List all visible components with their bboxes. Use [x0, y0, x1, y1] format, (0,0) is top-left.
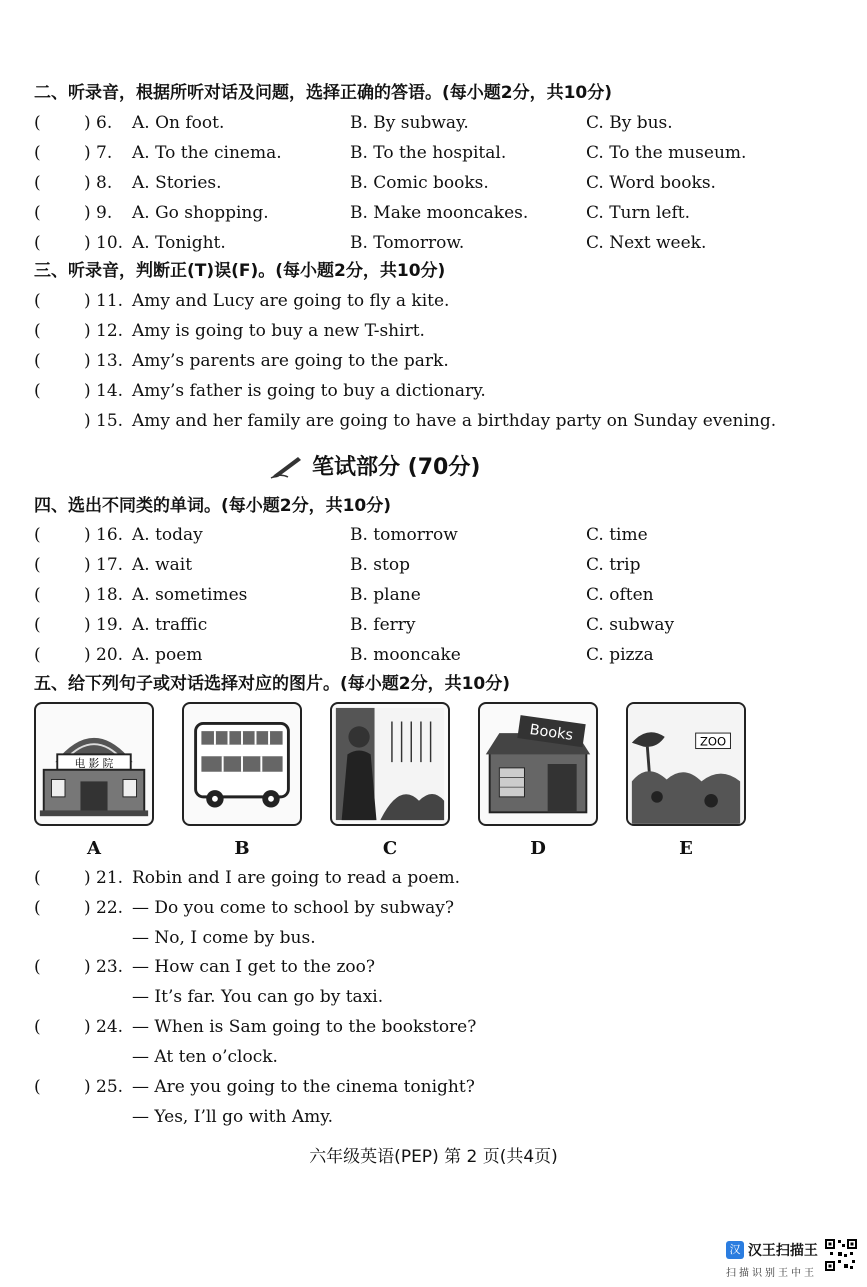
- page-footer: 六年级英语(PEP) 第 2 页(共4页): [309, 1147, 558, 1167]
- scanner-watermark: [726, 1240, 818, 1279]
- statement-text: Amy is going to buy a new T-shirt.: [132, 321, 425, 341]
- question-number: ) 20.: [84, 645, 124, 665]
- question-number: ) 12.: [84, 321, 124, 341]
- written-part-label: 笔试部分 (70分): [312, 455, 481, 480]
- question-number: ) 9.: [84, 203, 113, 223]
- section-3-title: 三、听录音，判断正(T)误(F)。(每小题2分，共10分): [34, 261, 446, 281]
- answer-paren-open: (: [34, 381, 41, 401]
- option-a: A. To the cinema.: [132, 143, 282, 163]
- pen-icon: [270, 453, 304, 479]
- option-c: C. trip: [586, 555, 641, 575]
- question-number: ) 17.: [84, 555, 124, 575]
- option-c: C. By bus.: [586, 113, 673, 133]
- answer-paren-open: (: [34, 203, 41, 223]
- option-c: C. Word books.: [586, 173, 716, 193]
- question-number: ) 22.: [84, 898, 124, 918]
- picture-c-poem: [330, 702, 450, 826]
- option-c: C. pizza: [586, 645, 654, 665]
- statement-text: Amy’s father is going to buy a dictionary.: [132, 381, 486, 401]
- picture-d-label: D: [530, 838, 546, 859]
- answer-paren-open: (: [34, 113, 41, 133]
- dialog-line-1: — Do you come to school by subway?: [132, 898, 455, 918]
- option-a: A. On foot.: [132, 113, 225, 133]
- dialog-line-2: — No, I come by bus.: [132, 928, 316, 948]
- option-b: B. tomorrow: [350, 525, 458, 545]
- question-number: ) 10.: [84, 233, 124, 253]
- question-number: ) 24.: [84, 1017, 124, 1037]
- picture-a-cinema: [34, 702, 154, 826]
- option-b: B. plane: [350, 585, 421, 605]
- question-number: ) 11.: [84, 291, 124, 311]
- question-number: ) 16.: [84, 525, 124, 545]
- dialog-line-1: — When is Sam going to the bookstore?: [132, 1017, 477, 1037]
- zoo-sign: ZOO: [699, 734, 727, 749]
- option-a: A. today: [132, 525, 203, 545]
- option-a: A. Go shopping.: [132, 203, 269, 223]
- answer-paren-open: (: [34, 957, 41, 977]
- answer-paren-open: (: [34, 645, 41, 665]
- section-2-title: 二、听录音，根据所听对话及问题，选择正确的答语。(每小题2分，共10分): [34, 83, 613, 103]
- option-a: A. traffic: [132, 615, 208, 635]
- answer-paren-open: (: [34, 555, 41, 575]
- answer-paren-open: (: [34, 291, 41, 311]
- question-number: ) 25.: [84, 1077, 124, 1097]
- option-b: B. Comic books.: [350, 173, 489, 193]
- picture-b-bus: [182, 702, 302, 826]
- dialog-line-1: — Are you going to the cinema tonight?: [132, 1077, 475, 1097]
- dialog-line-2: — Yes, I’ll go with Amy.: [132, 1107, 333, 1127]
- option-c: C. Next week.: [586, 233, 707, 253]
- picture-b-label: B: [234, 838, 250, 859]
- answer-paren-open: (: [34, 173, 41, 193]
- option-b: B. Tomorrow.: [350, 233, 465, 253]
- option-b: B. By subway.: [350, 113, 469, 133]
- question-number: ) 14.: [84, 381, 124, 401]
- option-a: A. Tonight.: [132, 233, 226, 253]
- picture-d-bookstore: [478, 702, 598, 826]
- section-5-title: 五、给下列句子或对话选择对应的图片。(每小题2分，共10分): [34, 674, 511, 694]
- dialog-line-2: — It’s far. You can go by taxi.: [132, 987, 384, 1007]
- question-number: ) 6.: [84, 113, 113, 133]
- picture-e-zoo: [626, 702, 746, 826]
- picture-a-label: A: [87, 838, 101, 859]
- answer-paren-open: (: [34, 351, 41, 371]
- dialog-line-2: — At ten o’clock.: [132, 1047, 278, 1067]
- answer-paren-open: (: [34, 525, 41, 545]
- scanner-name: 汉王扫描王: [747, 1243, 818, 1259]
- question-number: ) 18.: [84, 585, 124, 605]
- answer-paren-open: (: [34, 615, 41, 635]
- question-number: ) 8.: [84, 173, 113, 193]
- answer-paren-open: (: [34, 1017, 41, 1037]
- option-b: B. Make mooncakes.: [350, 203, 529, 223]
- answer-paren-open: (: [34, 898, 41, 918]
- option-a: A. Stories.: [132, 173, 222, 193]
- question-number: ) 13.: [84, 351, 124, 371]
- option-c: C. subway: [586, 615, 675, 635]
- answer-paren-open: (: [34, 143, 41, 163]
- option-c: C. time: [586, 525, 648, 545]
- question-number: ) 7.: [84, 143, 113, 163]
- option-b: B. stop: [350, 555, 410, 575]
- answer-paren-open: (: [34, 233, 41, 253]
- option-b: B. mooncake: [350, 645, 461, 665]
- answer-paren-open: (: [34, 868, 41, 888]
- bookstore-sign: Books: [528, 721, 575, 744]
- dialog-line-1: — How can I get to the zoo?: [132, 957, 375, 977]
- option-b: B. To the hospital.: [350, 143, 507, 163]
- question-number: ) 19.: [84, 615, 124, 635]
- option-c: C. Turn left.: [586, 203, 691, 223]
- section-4-title: 四、选出不同类的单词。(每小题2分，共10分): [34, 496, 392, 516]
- option-a: A. wait: [132, 555, 193, 575]
- scanner-logo-icon: 汉: [726, 1241, 744, 1259]
- question-number: ) 15.: [84, 411, 124, 431]
- picture-e-label: E: [679, 838, 693, 859]
- statement-text: Amy and Lucy are going to fly a kite.: [132, 291, 450, 311]
- question-number: ) 23.: [84, 957, 124, 977]
- option-c: C. To the museum.: [586, 143, 747, 163]
- picture-options: [34, 702, 754, 862]
- dialog-line-1: Robin and I are going to read a poem.: [132, 868, 461, 888]
- option-c: C. often: [586, 585, 654, 605]
- statement-text: Amy’s parents are going to the park.: [132, 351, 449, 371]
- cinema-sign: 电 影 院: [74, 756, 114, 770]
- statement-text: Amy and her family are going to have a birthday party on Sunday evening.: [132, 411, 777, 431]
- scanner-tagline: 扫描识别王中王: [726, 1268, 817, 1279]
- written-part-title: [270, 450, 480, 481]
- option-b: B. ferry: [350, 615, 416, 635]
- qr-code-icon: [824, 1238, 858, 1272]
- answer-paren-open: (: [34, 585, 41, 605]
- picture-c-label: C: [382, 838, 398, 859]
- answer-paren-open: (: [34, 1077, 41, 1097]
- question-number: ) 21.: [84, 868, 124, 888]
- option-a: A. sometimes: [132, 585, 248, 605]
- answer-paren-open: (: [34, 321, 41, 341]
- option-a: A. poem: [132, 645, 203, 665]
